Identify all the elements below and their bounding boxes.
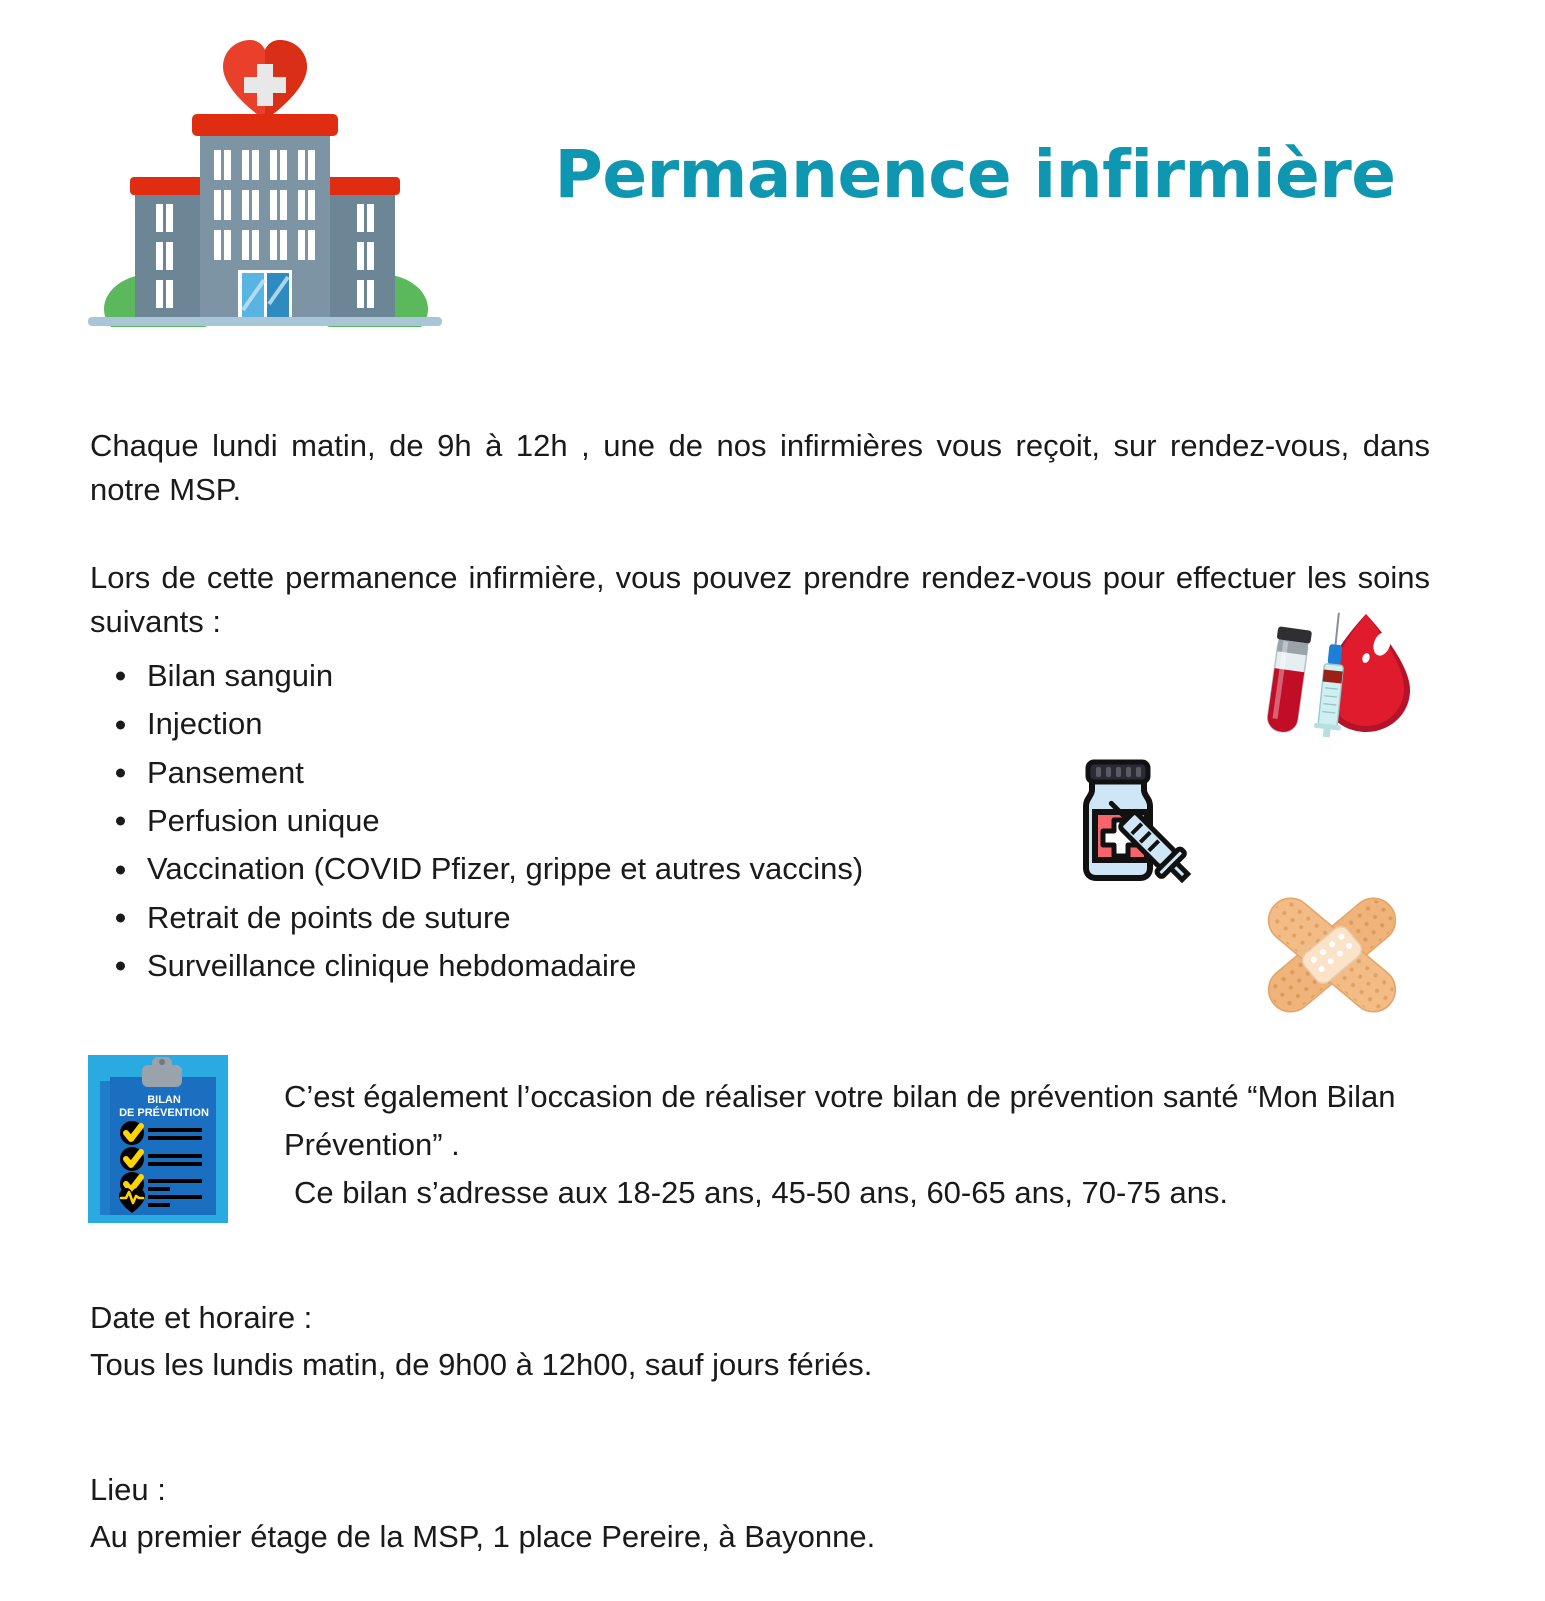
- list-item-label: Vaccination (COVID Pfizer, grippe et autres vaccins): [147, 851, 864, 887]
- bullet-icon: [116, 913, 125, 922]
- location-label: Lieu :: [90, 1472, 166, 1507]
- list-item: [90, 845, 1050, 893]
- hospital-building-icon: [80, 32, 450, 327]
- list-item-label: Perfusion unique: [147, 803, 380, 839]
- bullet-icon: [116, 768, 125, 777]
- list-item: [90, 894, 1050, 942]
- prevention-section: [88, 1055, 1438, 1235]
- list-item-label: Retrait de points de suture: [147, 899, 511, 935]
- prevention-description: [284, 1073, 1424, 1217]
- location-block: [90, 1466, 1290, 1560]
- vaccine-bottle-syringe-icon: [1062, 750, 1202, 890]
- list-item: [90, 942, 1050, 990]
- intro-paragraph-schedule: Chaque lundi matin, de 9h à 12h , une de nos infirmières vous reçoit, sur rendez-vous, dans notre MSP.: [90, 428, 1430, 508]
- bullet-icon: [116, 817, 125, 826]
- list-item-label: Bilan sanguin: [147, 658, 334, 693]
- bullet-icon: [116, 962, 125, 971]
- svg-text:DE PRÉVENTION: DE PRÉVENTION: [119, 1107, 209, 1119]
- bullet-icon: [116, 672, 125, 681]
- crossed-bandages-icon: [1252, 893, 1412, 1018]
- list-item-label: Surveillance clinique hebdomadaire: [147, 948, 637, 984]
- list-item: [90, 797, 1050, 845]
- bullet-icon: [116, 720, 125, 729]
- intro-paragraph-services: Lors de cette permanence infirmière, vous pouvez prendre rendez-vous pour effectuer les soins suivants :: [90, 560, 1430, 640]
- location-value: Au premier étage de la MSP, 1 place Pereire, à Bayonne.: [90, 1519, 876, 1555]
- care-services-list: [90, 652, 1050, 991]
- blood-sample-icon: [1240, 608, 1415, 738]
- prevention-line-1: C’est également l’occasion de réaliser votre bilan de prévention santé: [284, 1079, 1239, 1114]
- schedule-value: Tous les lundis matin, de 9h00 à 12h00, sauf jours fériés.: [90, 1347, 873, 1383]
- schedule-label: Date et horaire :: [90, 1300, 313, 1335]
- list-item: [90, 749, 1050, 797]
- prevention-checklist-clipboard-icon: [88, 1055, 228, 1223]
- list-item: [90, 700, 1050, 748]
- list-item: [90, 652, 1050, 700]
- page-title: Permanence infirmière: [554, 136, 1396, 213]
- poster-header: [0, 0, 1545, 350]
- schedule-block: [90, 1294, 1290, 1388]
- list-item-label: Injection: [147, 706, 263, 742]
- prevention-line-3: Ce bilan s’adresse aux 18-25 ans, 45-50 ans, 60-65 ans, 70-75 ans.: [294, 1175, 1229, 1211]
- prevention-line-2: “Mon Bilan Prévention” .: [284, 1079, 1396, 1163]
- bullet-icon: [116, 865, 125, 874]
- svg-text:BILAN: BILAN: [147, 1094, 181, 1106]
- list-item-label: Pansement: [147, 754, 304, 790]
